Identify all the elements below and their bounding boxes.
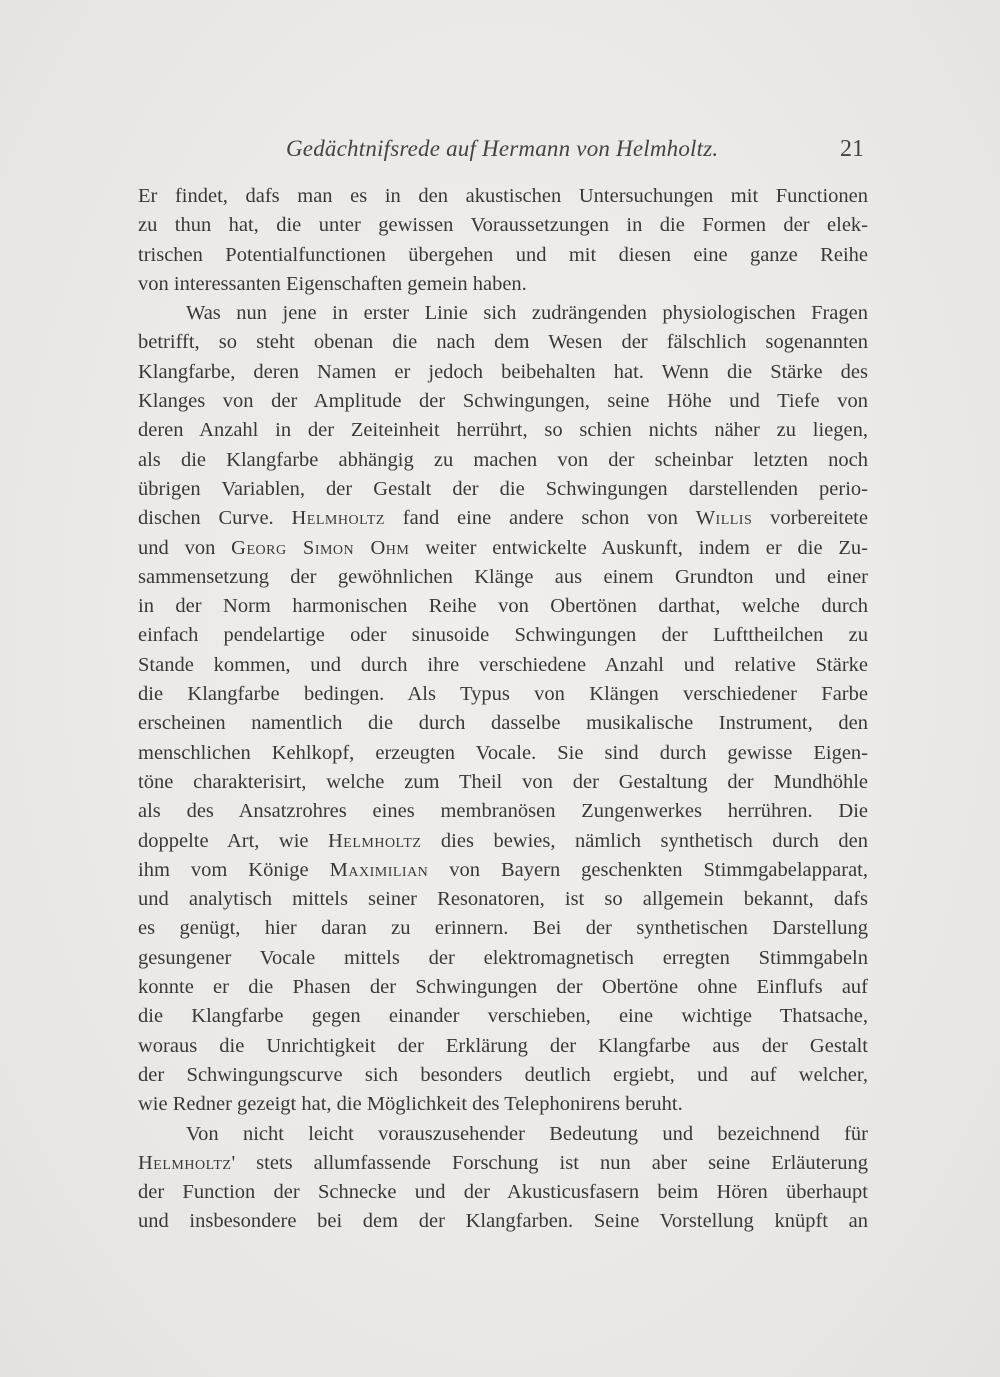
text-line: einfach pendelartige oder sinusoide Schwingungen der Lufttheilchen zu bbox=[138, 624, 868, 647]
text-line: der Schwingungscurve sich besonders deutlich ergiebt, und auf welcher, bbox=[138, 1063, 868, 1086]
text-line: als die Klangfarbe abhängig zu machen von der scheinbar letzten noch bbox=[138, 448, 868, 471]
text-line: Was nun jene in erster Linie sich zudrängenden physiologischen Fragen bbox=[186, 302, 868, 325]
text-line: ihm vom Könige Maximilian von Bayern geschenkten Stimmgabelapparat, bbox=[138, 858, 868, 881]
text-line: in der Norm harmonischen Reihe von Obertönen darthat, welche durch bbox=[138, 595, 868, 618]
text-line: es genügt, hier daran zu erinnern. Bei der synthetischen Darstellung bbox=[138, 917, 868, 940]
text-line: Stande kommen, und durch ihre verschiedene Anzahl und relative Stärke bbox=[138, 653, 868, 676]
text-line: Klanges von der Amplitude der Schwingungen, seine Höhe und Tiefe von bbox=[138, 390, 868, 413]
text-line: betrifft, so steht obenan die nach dem Wesen der fälschlich sogenannten bbox=[138, 331, 868, 354]
text-line: Von nicht leicht vorauszusehender Bedeutung und bezeichnend für bbox=[186, 1122, 868, 1145]
text-line: und insbesondere bei dem der Klangfarben. Seine Vorstellung knüpft an bbox=[138, 1210, 868, 1233]
running-title: Gedächtnifsrede auf Hermann von Helmholtz. bbox=[286, 136, 719, 161]
text-line: und von Georg Simon Ohm weiter entwickelte Auskunft, indem er die Zu- bbox=[138, 536, 868, 559]
text-line: konnte er die Phasen der Schwingungen der Obertöne ohne Einflufs auf bbox=[138, 976, 868, 999]
text-line: die Klangfarbe gegen einander verschieben, eine wichtige Thatsache, bbox=[138, 1005, 868, 1028]
text-line: woraus die Unrichtigkeit der Erklärung der Klangfarbe aus der Gestalt bbox=[138, 1034, 868, 1057]
text-line: Er findet, dafs man es in den akustischen Untersuchungen mit Functionen bbox=[138, 185, 868, 207]
text-line: sammensetzung der gewöhnlichen Klänge aus einem Grundton und einer bbox=[138, 565, 868, 588]
text-line: und analytisch mittels seiner Resonatoren, ist so allgemein bekannt, dafs bbox=[138, 888, 868, 911]
text-line: von interessanten Eigenschaften gemein haben. bbox=[138, 272, 527, 295]
text-line: dischen Curve. Helmholtz fand eine andere schon von Willis vorbereitete bbox=[138, 507, 868, 530]
text-line: der Function der Schnecke und der Akusticusfasern beim Hören überhaupt bbox=[138, 1181, 868, 1204]
text-line: töne charakterisirt, welche zum Theil von der Gestaltung der Mundhöhle bbox=[138, 770, 868, 793]
page-number: 21 bbox=[840, 136, 864, 162]
text-line: Helmholtz' stets allumfassende Forschung ist nun aber seine Erläuterung bbox=[138, 1151, 868, 1174]
text-line: zu thun hat, die unter gewissen Voraussetzungen in die Formen der elek- bbox=[138, 214, 868, 237]
text-line: übrigen Variablen, der Gestalt der die Schwingungen darstellenden perio- bbox=[138, 477, 868, 500]
text-line: gesungener Vocale mittels der elektromagnetisch erregten Stimmgabeln bbox=[138, 946, 868, 969]
text-line: Klangfarbe, deren Namen er jedoch beibehalten hat. Wenn die Stärke des bbox=[138, 360, 868, 383]
text-line: wie Redner gezeigt hat, die Möglichkeit des Telephonirens beruht. bbox=[138, 1093, 683, 1116]
text-line: menschlichen Kehlkopf, erzeugten Vocale. Sie sind durch gewisse Eigen- bbox=[138, 741, 868, 764]
text-line: trischen Potentialfunctionen übergehen und mit diesen eine ganze Reihe bbox=[138, 243, 868, 266]
body-text bbox=[138, 182, 868, 1237]
text-line: deren Anzahl in der Zeiteinheit herrührt, so schien nichts näher zu liegen, bbox=[138, 419, 868, 442]
text-line: doppelte Art, wie Helmholtz dies bewies, nämlich synthetisch durch den bbox=[138, 829, 868, 852]
page-header bbox=[138, 136, 868, 170]
text-line: als des Ansatzrohres eines membranösen Zungenwerkes herrühren. Die bbox=[138, 800, 868, 823]
text-line: erscheinen namentlich die durch dasselbe musikalische Instrument, den bbox=[138, 712, 868, 735]
text-line: die Klangfarbe bedingen. Als Typus von Klängen verschiedener Farbe bbox=[138, 683, 868, 706]
